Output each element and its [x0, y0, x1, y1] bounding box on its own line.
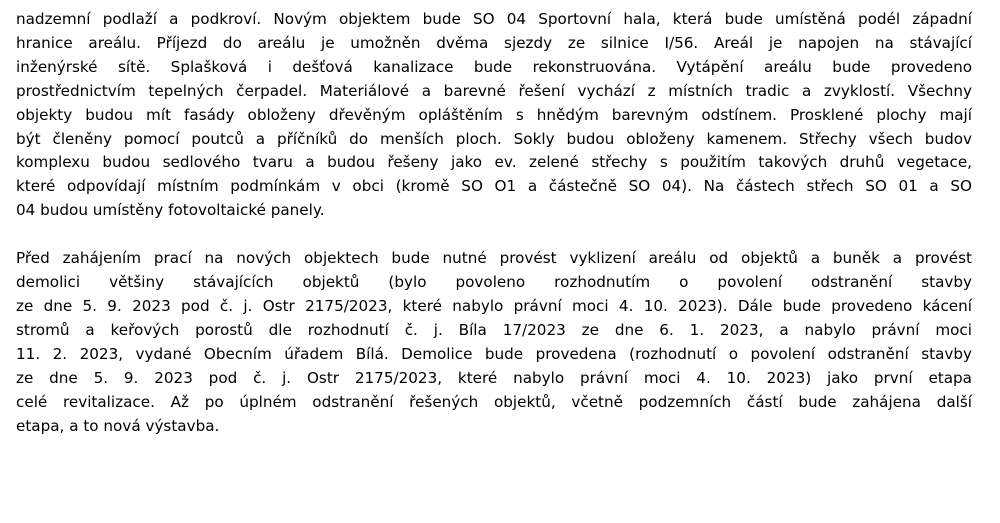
text-line: prostřednictvím tepelných čerpadel. Materiálové a barevné řešení vychází z místních tradic a zvyklostí. Všechny	[16, 81, 972, 100]
text-line: demolici většiny stávajících objektů (bylo povoleno rozhodnutím o povolení odstranění stavby	[16, 273, 972, 292]
paragraph-demolition-stage	[16, 247, 972, 438]
text-line: 04 budou umístěny fotovoltaické panely.	[16, 201, 325, 220]
document-body	[16, 8, 972, 438]
text-line: etapa, a to nová výstavba.	[16, 416, 220, 435]
text-line: nadzemní podlaží a podkroví. Novým objektem bude SO 04 Sportovní hala, která bude umístěná podél západní	[16, 10, 972, 28]
text-line: objekty budou mít fasády obloženy dřevěným opláštěním s hnědým barevným odstínem. Prosklené plochy mají	[16, 105, 972, 124]
text-line: 11. 2. 2023, vydané Obecním úřadem Bílá. Demolice bude provedena (rozhodnutí o povolení odstranění stavby	[16, 344, 972, 363]
text-line: komplexu budou sedlového tvaru a budou řešeny jako ev. zelené střechy s použitím takových druhů vegetace,	[16, 153, 972, 172]
paragraph-project-description	[16, 8, 972, 223]
text-line: Před zahájením prací na nových objektech bude nutné provést vyklizení areálu od objektů a buněk a provést	[16, 249, 972, 268]
text-line: inženýrské sítě. Splašková i dešťová kanalizace bude rekonstruována. Vytápění areálu bude provedeno	[16, 57, 972, 76]
text-line: ze dne 5. 9. 2023 pod č. j. Ostr 2175/2023, které nabylo právní moci 4. 10. 2023). Dále bude provedeno kácení	[16, 296, 972, 315]
text-line: hranice areálu. Příjezd do areálu je umožněn dvěma sjezdy ze silnice I/56. Areál je napojen na stávající	[16, 33, 972, 52]
text-line: které odpovídají místním podmínkám v obci (kromě SO O1 a částečně SO 04). Na částech střech SO 01 a SO	[16, 177, 972, 196]
text-line: ze dne 5. 9. 2023 pod č. j. Ostr 2175/2023, které nabylo právní moci 4. 10. 2023) jako první etapa	[16, 368, 972, 387]
text-line: celé revitalizace. Až po úplném odstranění řešených objektů, včetně podzemních částí bude zahájena další	[16, 392, 972, 411]
text-line: stromů a keřových porostů dle rozhodnutí č. j. Bíla 17/2023 ze dne 6. 1. 2023, a nabylo právní moci	[16, 320, 972, 339]
paragraph-spacer	[16, 223, 972, 247]
text-line: být členěny pomocí poutců a příčníků do menších ploch. Sokly budou obloženy kamenem. Střechy všech budov	[16, 129, 972, 148]
